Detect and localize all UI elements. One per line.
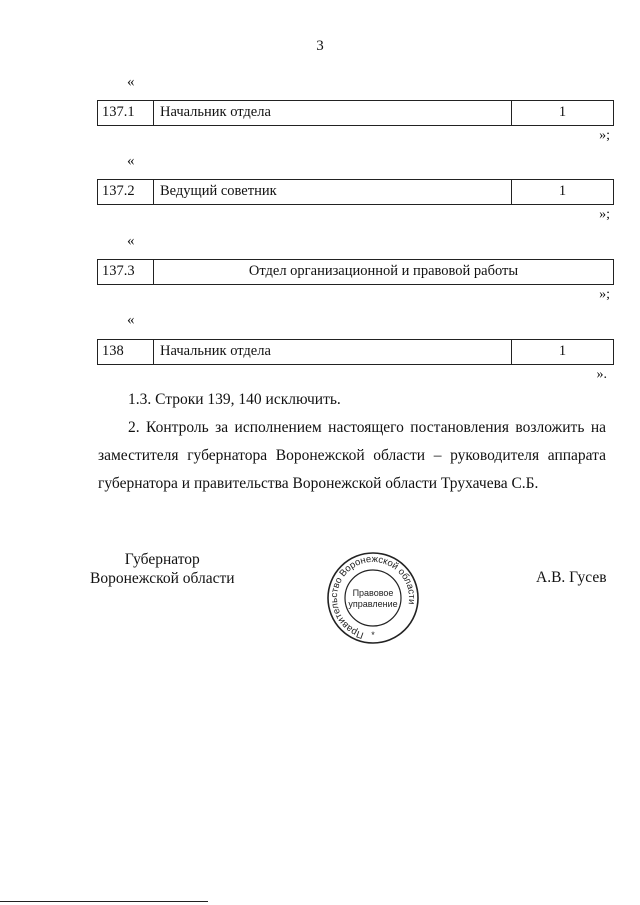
- row-quantity: 1: [558, 104, 567, 120]
- table-row: [97, 100, 614, 126]
- signatory-title-line-1: Губернатор: [124, 551, 200, 568]
- paragraph-2-line-1: 2. Контроль за исполнением настоящего постановления возложить на: [128, 419, 606, 436]
- signatory-title-line-2: Воронежской области: [90, 570, 235, 587]
- stamp-star: *: [371, 630, 375, 640]
- close-quote: »;: [599, 128, 610, 143]
- close-quote: »;: [599, 287, 610, 302]
- row-number: 137.1: [98, 101, 154, 125]
- row-name: Начальник отдела: [154, 340, 512, 364]
- table-row: [97, 339, 614, 365]
- row-number: 138: [98, 340, 154, 364]
- row-name: Ведущий советник: [154, 180, 512, 204]
- open-quote: «: [127, 153, 135, 169]
- official-stamp: [325, 550, 421, 646]
- paragraph-1-3: 1.3. Строки 139, 140 исключить.: [128, 391, 341, 408]
- open-quote: «: [127, 312, 135, 328]
- signatory-name: А.В. Гусев: [536, 569, 607, 586]
- table-row: [97, 179, 614, 205]
- paragraph-2-line-2: заместителя губернатора Воронежской области – руководителя аппарата: [98, 447, 606, 464]
- row-number: 137.3: [98, 260, 154, 284]
- page-number: 3: [316, 38, 324, 54]
- stamp-center-line-2: управление: [348, 599, 398, 609]
- close-quote: »;: [599, 207, 610, 222]
- row-quantity: 1: [558, 183, 567, 199]
- open-quote: «: [127, 233, 135, 249]
- signatory-title: [90, 550, 235, 588]
- paragraph-2-line-3: губернатора и правительства Воронежской области Трухачева С.Б.: [98, 475, 539, 492]
- stamp-center-line-1: Правовое: [352, 588, 394, 598]
- row-name: Начальник отдела: [154, 101, 512, 125]
- row-quantity: 1: [558, 343, 567, 359]
- close-quote: ».: [596, 367, 607, 382]
- stamp-ring-text: Правительство Воронежской области: [328, 553, 418, 641]
- open-quote: «: [127, 74, 135, 90]
- footnote-divider: [0, 901, 208, 902]
- table-row: [97, 259, 614, 285]
- row-name: Отдел организационной и правовой работы: [248, 263, 519, 279]
- row-number: 137.2: [98, 180, 154, 204]
